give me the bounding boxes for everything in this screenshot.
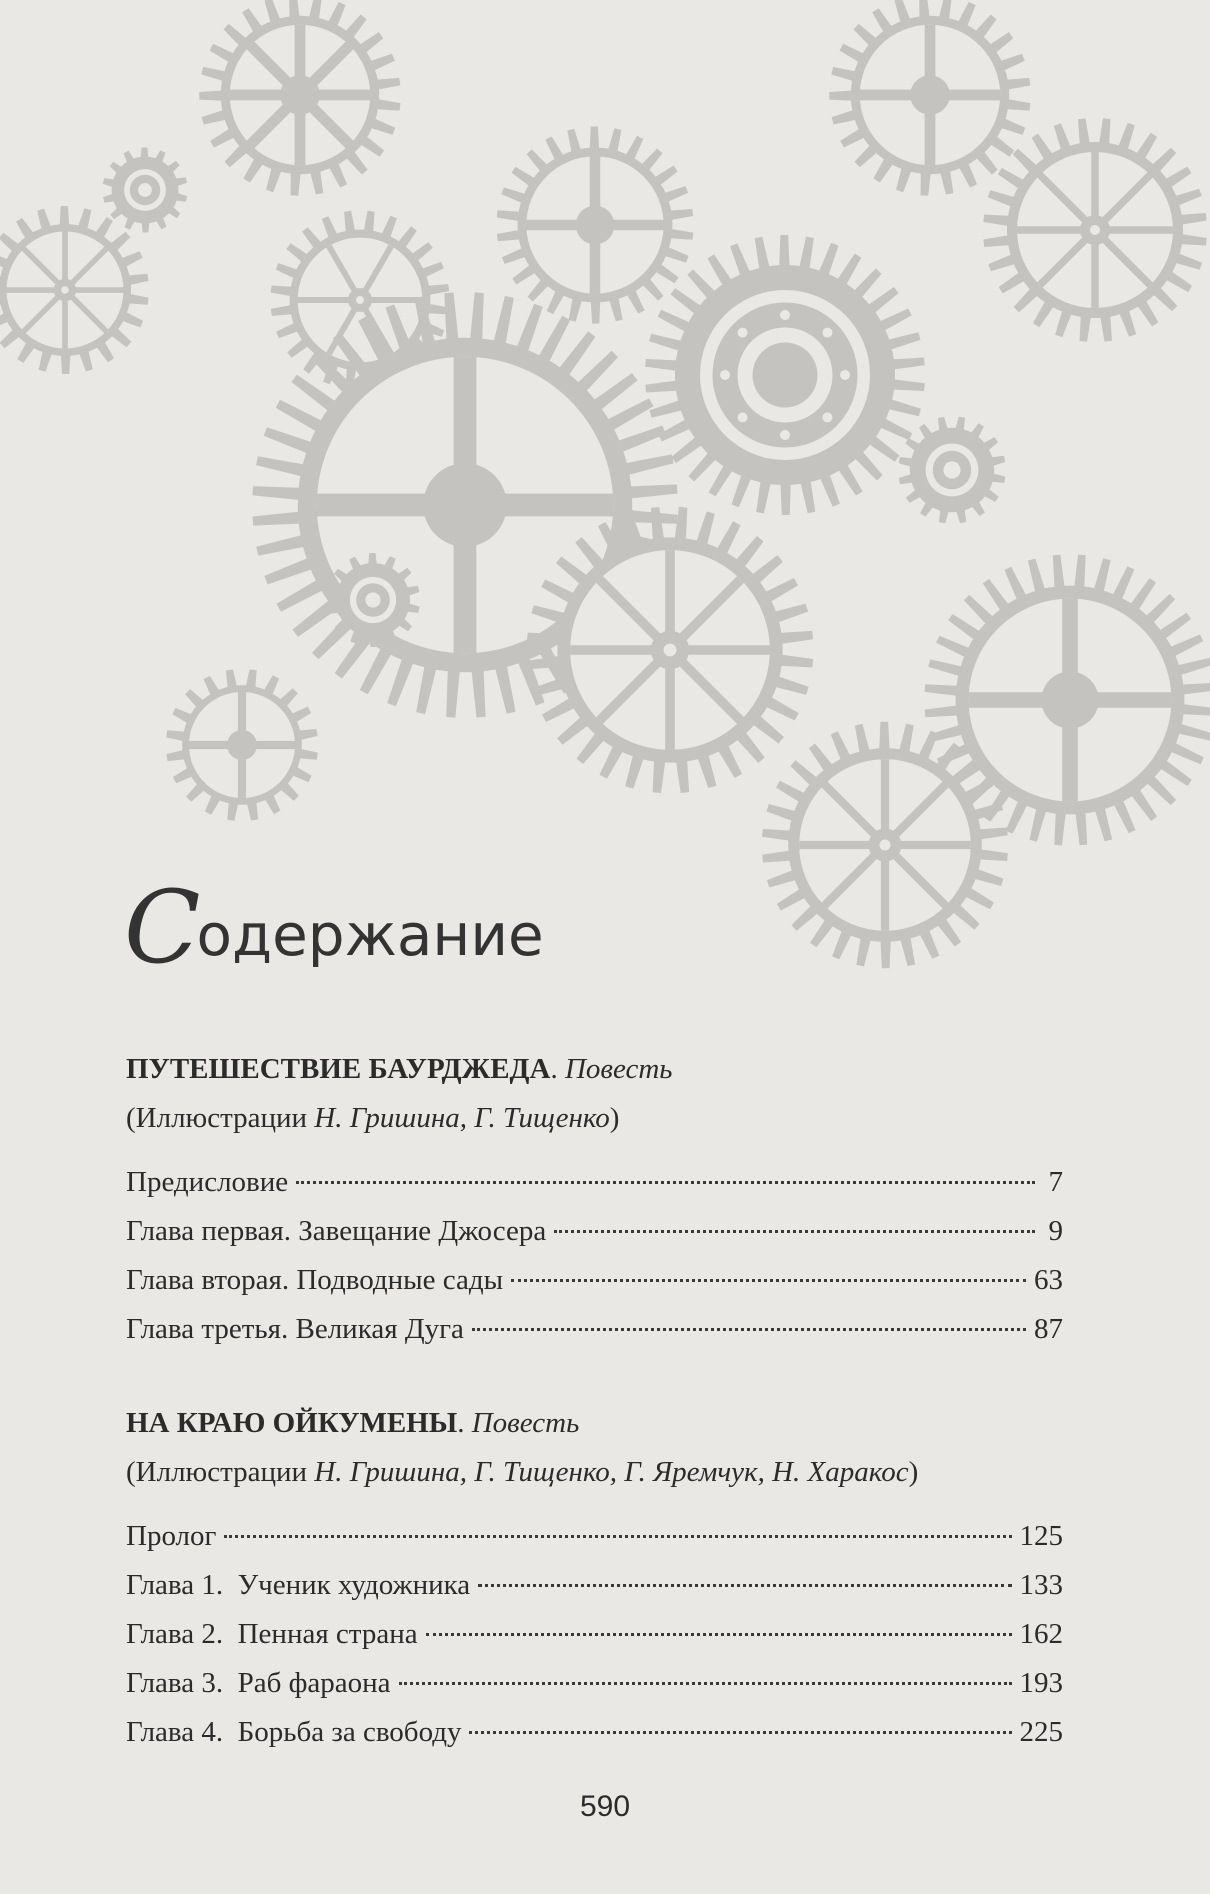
toc-entry-label: Предисловие bbox=[126, 1165, 289, 1198]
toc-entry-label: Глава 2. Пенная страна bbox=[126, 1617, 418, 1650]
toc-entry-page: 125 bbox=[1019, 1519, 1063, 1552]
toc-entry[interactable] bbox=[126, 1520, 1063, 1569]
illustration-credits bbox=[126, 1101, 1063, 1136]
page-title bbox=[124, 868, 544, 986]
credits-suffix: ) bbox=[908, 1455, 919, 1488]
credits-prefix: (Иллюстрации bbox=[126, 1455, 315, 1488]
illustration-credits bbox=[126, 1455, 1063, 1490]
section-heading: ПУТЕШЕСТВИЕ БАУРДЖЕДА. Повесть bbox=[126, 1053, 673, 1085]
toc-entry-page: 87 bbox=[1034, 1312, 1063, 1345]
credits-names: Н. Гришина, Г. Тищенко bbox=[314, 1101, 610, 1134]
section-title: НА КРАЮ ОЙКУМЕНЫ bbox=[126, 1407, 458, 1439]
title-initial: С bbox=[124, 869, 201, 986]
toc-entry-label: Глава первая. Завещание Джосера bbox=[126, 1214, 547, 1247]
toc-list bbox=[126, 1166, 1063, 1362]
toc-entry-label: Глава третья. Великая Дуга bbox=[126, 1312, 464, 1345]
toc-entry-page: 162 bbox=[1019, 1617, 1063, 1650]
credits-suffix: ) bbox=[609, 1101, 620, 1134]
toc-entry-label: Глава вторая. Подводные сады bbox=[126, 1263, 504, 1296]
toc-section bbox=[126, 1406, 1063, 1765]
toc-entry-label: Пролог bbox=[126, 1519, 217, 1552]
toc-entry-page: 9 bbox=[1048, 1214, 1063, 1247]
credits-prefix: (Иллюстрации bbox=[126, 1101, 315, 1134]
credits-names: Н. Гришина, Г. Тищенко, Г. Яремчук, Н. Харакос bbox=[314, 1455, 909, 1488]
toc-entry[interactable] bbox=[126, 1716, 1063, 1765]
dot-leader bbox=[224, 1535, 1011, 1538]
toc-entry[interactable] bbox=[126, 1215, 1063, 1264]
title-rest: одержание bbox=[196, 901, 544, 969]
toc-entry-label: Глава 3. Раб фараона bbox=[126, 1666, 391, 1699]
dot-leader bbox=[511, 1279, 1026, 1282]
toc-entry[interactable] bbox=[126, 1667, 1063, 1716]
toc-entry-page: 7 bbox=[1048, 1165, 1063, 1198]
dot-leader bbox=[426, 1633, 1012, 1636]
toc-entry[interactable] bbox=[126, 1618, 1063, 1667]
section-genre: Повесть bbox=[471, 1407, 580, 1439]
page-number: 590 bbox=[579, 1790, 631, 1823]
toc-entry[interactable] bbox=[126, 1313, 1063, 1362]
toc-section bbox=[126, 1052, 1063, 1362]
toc-list bbox=[126, 1520, 1063, 1765]
dot-leader bbox=[554, 1230, 1035, 1233]
toc-entry[interactable] bbox=[126, 1166, 1063, 1215]
toc-entry[interactable] bbox=[126, 1264, 1063, 1313]
dot-leader bbox=[472, 1328, 1026, 1331]
dot-leader bbox=[399, 1682, 1012, 1685]
dot-leader bbox=[469, 1731, 1011, 1734]
toc-entry-page: 133 bbox=[1019, 1568, 1063, 1601]
dot-leader bbox=[296, 1181, 1035, 1184]
section-title: ПУТЕШЕСТВИЕ БАУРДЖЕДА bbox=[126, 1053, 551, 1085]
section-heading: НА КРАЮ ОЙКУМЕНЫ. Повесть bbox=[126, 1407, 580, 1439]
toc-entry[interactable] bbox=[126, 1569, 1063, 1618]
toc-entry-page: 63 bbox=[1034, 1263, 1063, 1296]
toc-entry-page: 225 bbox=[1019, 1715, 1063, 1748]
section-genre: Повесть bbox=[564, 1053, 673, 1085]
toc-entry-label: Глава 1. Ученик художника bbox=[126, 1568, 471, 1601]
toc-entry-page: 193 bbox=[1019, 1666, 1063, 1699]
toc-entry-label: Глава 4. Борьба за свободу bbox=[126, 1715, 462, 1748]
dot-leader bbox=[478, 1584, 1011, 1587]
